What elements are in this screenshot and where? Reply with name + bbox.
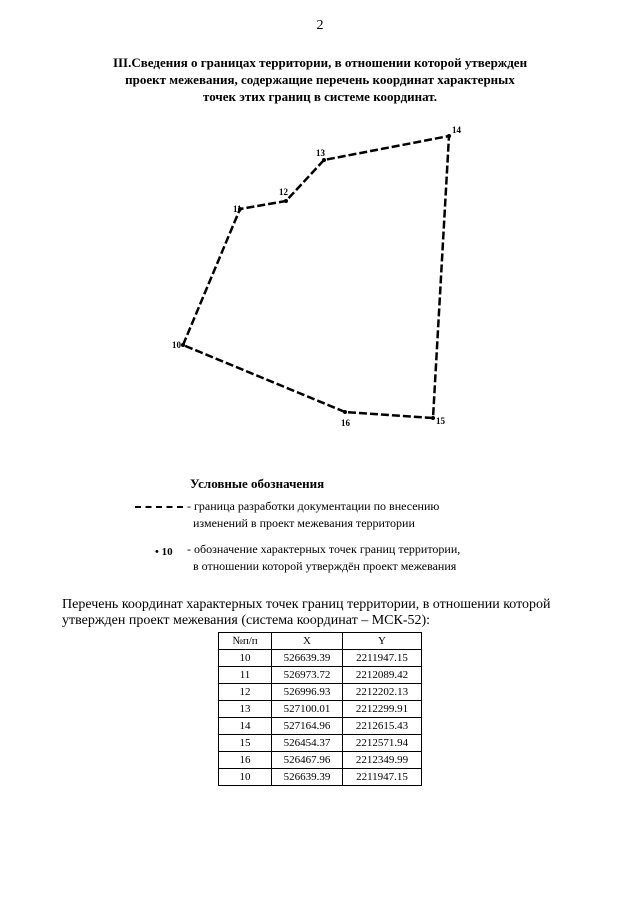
legend-point-text xyxy=(187,541,460,575)
point-marker-10 xyxy=(181,343,185,347)
table-row xyxy=(219,769,422,786)
point-marker-15 xyxy=(431,416,435,420)
cell-x: 526639.39 xyxy=(272,650,343,667)
point-marker-14 xyxy=(447,134,451,138)
point-label-16: 16 xyxy=(341,418,350,428)
table-header-row xyxy=(219,633,422,650)
point-marker-13 xyxy=(322,158,326,162)
cell-x: 527100.01 xyxy=(272,701,343,718)
cell-number: 10 xyxy=(219,769,272,786)
intro-line: утвержден проект межевания (система координат – МСК-52): xyxy=(62,613,431,628)
cell-number: 13 xyxy=(219,701,272,718)
column-header-y: Y xyxy=(343,633,422,650)
cell-y: 2212202.13 xyxy=(343,684,422,701)
table-row xyxy=(219,667,422,684)
table-row xyxy=(219,735,422,752)
point-symbol: • 10 xyxy=(155,546,173,558)
point-label-10: 10 xyxy=(172,340,181,350)
cell-x: 526639.39 xyxy=(272,769,343,786)
coordinates-intro xyxy=(62,597,592,629)
cell-number: 12 xyxy=(219,684,272,701)
cell-number: 11 xyxy=(219,667,272,684)
legend-line: - граница разработки документации по внесению xyxy=(187,499,440,513)
heading-line: проект межевания, содержащие перечень координат характерных xyxy=(125,72,515,87)
legend-line: изменений в проект межевания территории xyxy=(193,516,415,530)
column-header-number: №п/п xyxy=(219,633,272,650)
cell-y: 2212571.94 xyxy=(343,735,422,752)
point-label-15: 15 xyxy=(436,416,445,426)
coordinates-table xyxy=(218,632,422,786)
heading-line: III.Сведения о границах территории, в отношении которой утвержден xyxy=(112,55,528,70)
point-marker-16 xyxy=(343,410,347,414)
point-label-14: 14 xyxy=(452,125,461,135)
cell-x: 527164.96 xyxy=(272,718,343,735)
legend-line: - обозначение характерных точек границ территории, xyxy=(187,542,461,556)
point-label-13: 13 xyxy=(316,148,325,158)
table-row xyxy=(219,701,422,718)
cell-y: 2211947.15 xyxy=(343,650,422,667)
column-header-x: X xyxy=(272,633,343,650)
cell-x: 526467.96 xyxy=(272,752,343,769)
point-label-11: 11 xyxy=(233,204,242,214)
cell-number: 10 xyxy=(219,650,272,667)
cell-y: 2212615.43 xyxy=(343,718,422,735)
cell-y: 2212089.42 xyxy=(343,667,422,684)
legend-line: в отношении которой утверждён проект межевания xyxy=(193,559,457,573)
table-row xyxy=(219,752,422,769)
cell-number: 16 xyxy=(219,752,272,769)
legend-title: Условные обозначения xyxy=(190,476,325,491)
cell-x: 526973.72 xyxy=(272,667,343,684)
cell-y: 2212299.91 xyxy=(343,701,422,718)
heading-line: точек этих границ в системе координат. xyxy=(203,89,437,104)
intro-line: Перечень координат характерных точек границ территории, в отношении которой xyxy=(62,597,551,612)
table-row xyxy=(219,718,422,735)
point-label-12: 12 xyxy=(279,187,288,197)
point-marker-12 xyxy=(284,199,288,203)
point-symbol-label: 10 xyxy=(161,546,173,558)
cell-y: 2211947.15 xyxy=(343,769,422,786)
cell-x: 526996.93 xyxy=(272,684,343,701)
dashed-line-symbol xyxy=(135,506,183,508)
cell-number: 14 xyxy=(219,718,272,735)
page-number: 2 xyxy=(316,18,324,33)
boundary-polygon xyxy=(183,136,449,418)
boundary-points xyxy=(181,134,451,420)
legend-boundary-text xyxy=(187,498,439,532)
cell-number: 15 xyxy=(219,735,272,752)
cell-x: 526454.37 xyxy=(272,735,343,752)
table-row xyxy=(219,684,422,701)
cell-y: 2212349.99 xyxy=(343,752,422,769)
table-row xyxy=(219,650,422,667)
